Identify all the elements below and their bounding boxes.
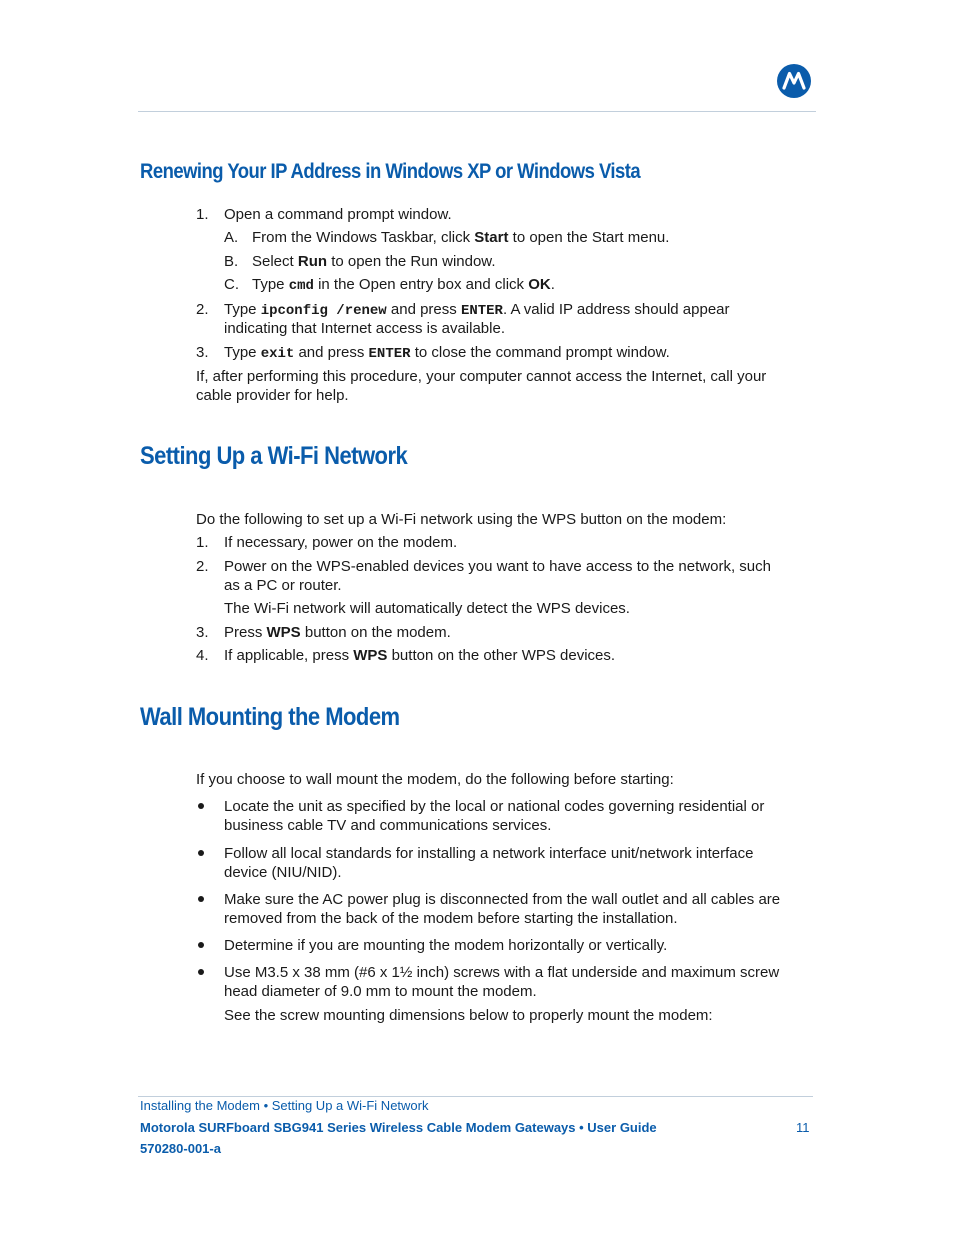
section-intro: Do the following to set up a Wi-Fi network using the WPS button on the modem: <box>196 511 727 528</box>
page-number: 11 <box>796 1120 810 1135</box>
note-paragraph-continued: cable provider for help. <box>196 387 349 404</box>
substep-text: Select Run to open the Run window. <box>252 253 496 270</box>
step-text: If necessary, power on the modem. <box>224 534 458 551</box>
bullet-icon <box>198 942 204 948</box>
step-text: Power on the WPS-enabled devices you want to have access to the network, such <box>224 558 771 575</box>
substep-letter: C. <box>224 276 239 293</box>
step-number: 4. <box>196 647 209 664</box>
step-number: 1. <box>196 206 209 223</box>
footer-breadcrumb: Installing the Modem • Setting Up a Wi-Fi Network <box>140 1098 429 1113</box>
step-text: Press WPS button on the modem. <box>224 624 451 641</box>
step-number: 2. <box>196 558 209 575</box>
step-text: Type exit and press ENTER to close the command prompt window. <box>224 344 670 362</box>
bullet-text-continued: business cable TV and communications services. <box>224 817 552 834</box>
substep-letter: B. <box>224 253 239 270</box>
footer-divider <box>138 1096 813 1097</box>
bullet-icon <box>198 896 204 902</box>
bullet-text-continued: device (NIU/NID). <box>224 864 342 881</box>
bullet-icon <box>198 850 204 856</box>
section-intro: If you choose to wall mount the modem, do the following before starting: <box>196 771 674 788</box>
bullet-note: See the screw mounting dimensions below to properly mount the modem: <box>224 1007 713 1024</box>
motorola-logo-icon <box>777 64 811 98</box>
step-text: If applicable, press WPS button on the other WPS devices. <box>224 647 616 664</box>
bullet-text-continued: head diameter of 9.0 mm to mount the modem. <box>224 983 537 1000</box>
substep-letter: A. <box>224 229 239 246</box>
note-paragraph: If, after performing this procedure, your computer cannot access the Internet, call your <box>196 368 767 385</box>
step-text: Type ipconfig /renew and press ENTER. A valid IP address should appear <box>224 301 730 319</box>
bullet-text: Follow all local standards for installing a network interface unit/network interface <box>224 845 754 862</box>
bullet-text-continued: removed from the back of the modem before starting the installation. <box>224 910 678 927</box>
footer-doc-number: 570280-001-a <box>140 1141 221 1156</box>
bullet-text: Use M3.5 x 38 mm (#6 x 1½ inch) screws with a flat underside and maximum screw <box>224 964 780 981</box>
step-text: Open a command prompt window. <box>224 206 452 223</box>
bullet-icon <box>198 969 204 975</box>
step-result: The Wi-Fi network will automatically detect the WPS devices. <box>224 600 630 617</box>
bullet-text: Determine if you are mounting the modem horizontally or vertically. <box>224 937 668 954</box>
section-heading-renew-ip: Renewing Your IP Address in Windows XP or Windows Vista <box>140 160 641 183</box>
bullet-text: Locate the unit as specified by the local or national codes governing residential or <box>224 798 765 815</box>
substep-text: Type cmd in the Open entry box and click OK. <box>252 276 555 294</box>
section-heading-wifi: Setting Up a Wi-Fi Network <box>140 442 408 470</box>
footer-title: Motorola SURFboard SBG941 Series Wireless Cable Modem Gateways • User Guide <box>140 1120 657 1135</box>
header-divider <box>138 111 816 112</box>
bullet-icon <box>198 803 204 809</box>
step-number: 1. <box>196 534 209 551</box>
step-text-continued: indicating that Internet access is available. <box>224 320 505 337</box>
step-number: 2. <box>196 301 209 318</box>
section-heading-wall-mount: Wall Mounting the Modem <box>140 703 400 731</box>
step-number: 3. <box>196 344 209 361</box>
bullet-text: Make sure the AC power plug is disconnected from the wall outlet and all cables are <box>224 891 781 908</box>
step-number: 3. <box>196 624 209 641</box>
substep-text: From the Windows Taskbar, click Start to open the Start menu. <box>252 229 670 246</box>
step-text-continued: as a PC or router. <box>224 577 342 594</box>
